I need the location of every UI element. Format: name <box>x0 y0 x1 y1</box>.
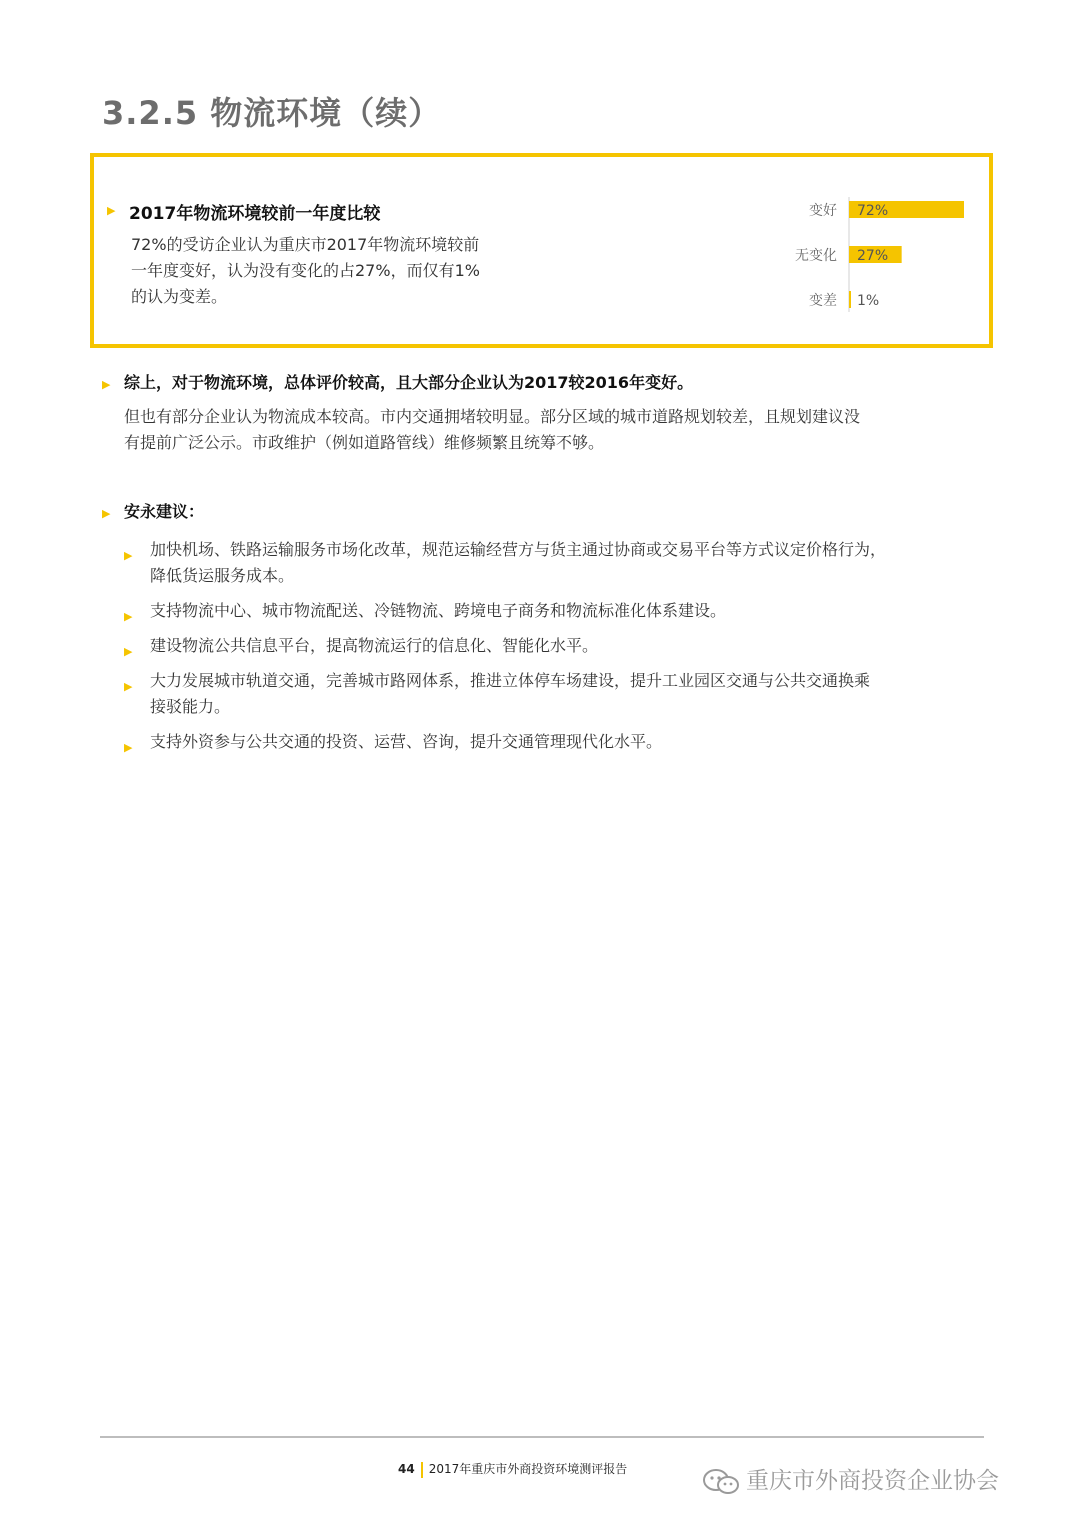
list-item-line: 支持物流中心、城市物流配送、冷链物流、跨境电子商务和物流标准化体系建设。 <box>150 601 727 620</box>
bar-chart-svg <box>664 185 964 315</box>
list-item <box>124 668 984 720</box>
list-item-line: 支持外资参与公共交通的投资、运营、咨询，提升交通管理现代化水平。 <box>150 732 663 751</box>
value-label: 72% <box>857 203 889 219</box>
value-label: 1% <box>857 293 880 309</box>
bullet-triangle-icon: ▶ <box>124 610 133 623</box>
box-heading <box>107 199 381 224</box>
highlight-box <box>90 153 993 348</box>
wechat-icon <box>702 1468 740 1496</box>
bar <box>849 291 851 308</box>
summary-line: 有提前广泛公示。市政维护（例如道路管线）维修频繁且统筹不够。 <box>124 433 605 452</box>
list-item-line: 大力发展城市轨道交通，完善城市路网体系，推进立体停车场建设，提升工业园区交通与公共交通换乘 <box>150 671 871 690</box>
list-item-line: 降低货运服务成本。 <box>150 566 295 585</box>
list-item <box>124 537 984 589</box>
bullet-triangle-icon: ▶ <box>124 645 133 658</box>
bullet-triangle-icon: ▶ <box>124 549 133 562</box>
list-item <box>124 633 984 659</box>
report-title: 2017年重庆市外商投资环境测评报告 <box>428 1462 628 1476</box>
suggestions-heading: 安永建议： <box>124 502 205 521</box>
comparison-bar-chart <box>664 185 964 315</box>
list-item <box>124 729 984 755</box>
watermark-text: 重庆市外商投资企业协会 <box>746 1468 999 1494</box>
category-label: 变差 <box>809 293 837 309</box>
suggestion-list <box>124 537 984 764</box>
bullet-triangle-icon: ▶ <box>124 680 133 693</box>
bullet-triangle-icon: ▶ <box>102 507 111 520</box>
summary-section <box>102 372 984 456</box>
summary-line: 但也有部分企业认为物流成本较高。市内交通拥堵较明显。部分区域的城市道路规划较差，且规划建议没 <box>124 407 861 426</box>
category-label: 无变化 <box>795 248 837 264</box>
footer-separator <box>421 1462 423 1478</box>
list-item <box>124 598 984 624</box>
bullet-triangle-icon: ▶ <box>107 204 116 217</box>
summary-body <box>124 404 984 456</box>
footer <box>398 1460 627 1478</box>
watermark <box>702 1462 999 1496</box>
suggestions-section <box>102 501 204 523</box>
category-label: 变好 <box>809 203 837 219</box>
list-item-line: 接驳能力。 <box>150 697 231 716</box>
page-title: 3.2.5 物流环境（续） <box>102 94 442 132</box>
list-item-line: 建设物流公共信息平台，提高物流运行的信息化、智能化水平。 <box>150 636 599 655</box>
summary-heading: 综上，对于物流环境，总体评价较高，且大部分企业认为2017较2016年变好。 <box>124 373 694 392</box>
bullet-triangle-icon: ▶ <box>102 378 111 391</box>
box-body-line: 72%的受访企业认为重庆市2017年物流环境较前 <box>131 235 480 254</box>
box-heading-text: 2017年物流环境较前一年度比较 <box>129 204 381 224</box>
box-body <box>131 232 541 310</box>
box-body-line: 一年度变好，认为没有变化的占27%，而仅有1% <box>131 261 480 280</box>
value-label: 27% <box>857 248 889 264</box>
footer-divider <box>100 1436 984 1438</box>
box-body-line: 的认为变差。 <box>131 287 228 306</box>
list-item-line: 加快机场、铁路运输服务市场化改革，规范运输经营方与货主通过协商或交易平台等方式议定价格行为， <box>150 540 887 559</box>
page-number: 44 <box>398 1462 415 1476</box>
bullet-triangle-icon: ▶ <box>124 741 133 754</box>
